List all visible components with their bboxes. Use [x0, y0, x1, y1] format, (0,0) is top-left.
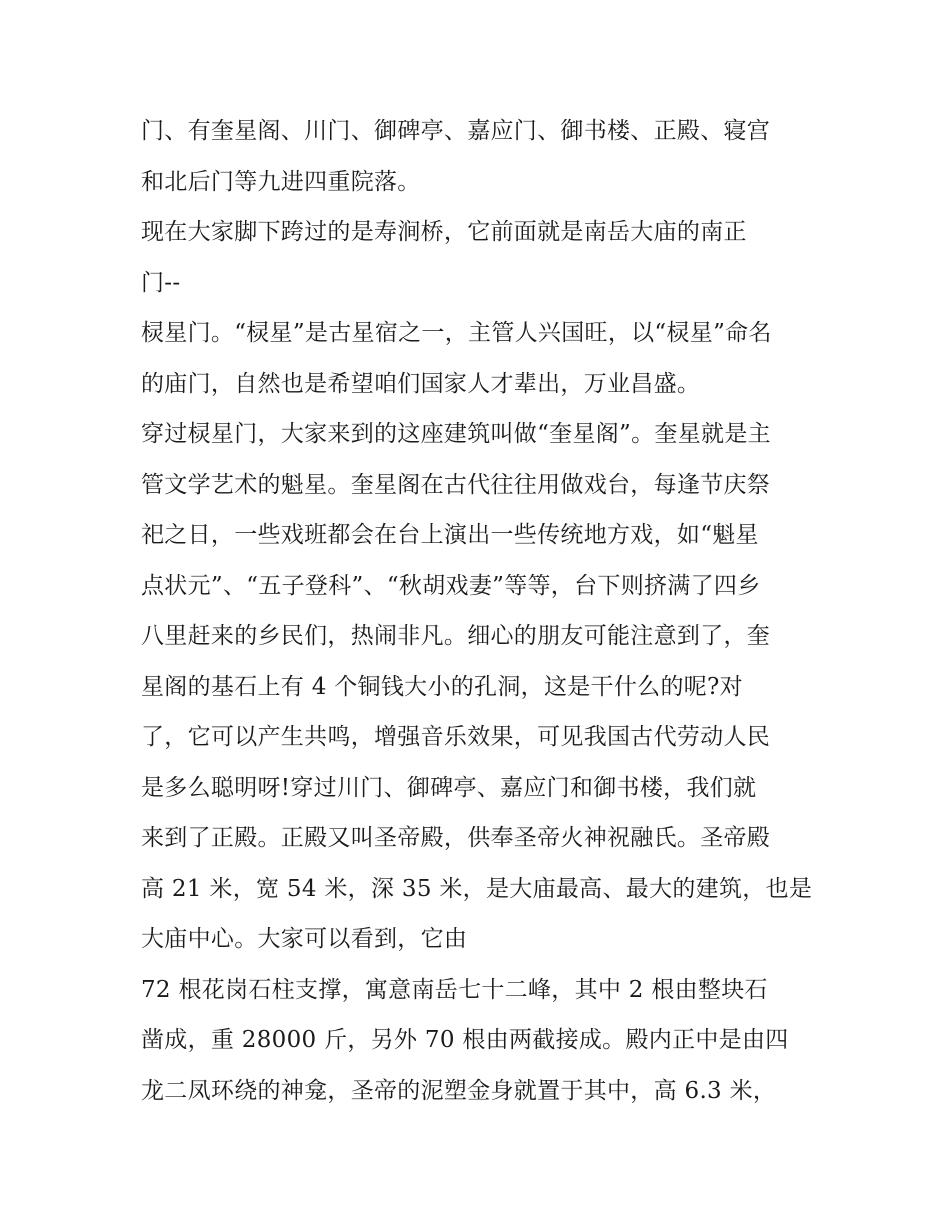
text-line: 大庙中心。大家可以看到，它由 [141, 926, 468, 952]
text-line: 高 21 米，宽 54 米，深 35 米，是大庙最高、最大的建筑，也是 [141, 875, 813, 902]
text-line: 来到了正殿。正殿又叫圣帝殿，供奉圣帝火神祝融氏。圣帝殿 [141, 825, 771, 851]
text-line: 现在大家脚下跨过的是寿涧桥，它前面就是南岳大庙的南正 [141, 219, 747, 245]
text-line: 点状元”、“五子登科”、“秋胡戏妻”等等，台下则挤满了四乡 [141, 572, 761, 599]
text-line: 是多么聪明呀!穿过川门、御碑亭、嘉应门和御书楼，我们就 [141, 774, 757, 801]
text-line: 的庙门，自然也是希望咱们国家人才辈出，万业昌盛。 [141, 370, 701, 397]
text-body [141, 106, 821, 1116]
text-line: 八里赶来的乡民们，热闹非凡。细心的朋友可能注意到了，奎 [141, 623, 771, 649]
text-line: 凿成，重 28000 斤，另外 70 根由两截接成。殿内正中是由四 [141, 1027, 789, 1053]
text-line: 了，它可以产生共鸣，增强音乐效果，可见我国古代劳动人民 [141, 724, 771, 750]
text-line: 棂星门。“棂星”是古星宿之一，主管人兴国旺，以“棂星”命名 [141, 320, 772, 346]
text-line: 龙二凤环绕的神龛，圣帝的泥塑金身就置于其中，高 6.3 米， [141, 1077, 777, 1104]
text-line: 祀之日，一些戏班都会在台上演出一些传统地方戏，如“魁星 [141, 522, 759, 548]
text-line: 穿过棂星门，大家来到的这座建筑叫做“奎星阁”。奎星就是主 [141, 421, 771, 447]
text-line: 管文学艺术的魁星。奎星阁在古代往往用做戏台，每逢节庆祭 [141, 471, 771, 498]
text-line: 72 根花岗石柱支撑，寓意南岳七十二峰，其中 2 根由整块石 [141, 976, 768, 1003]
text-line: 星阁的基石上有 4 个铜钱大小的孔洞，这是干什么的呢?对 [141, 673, 743, 700]
text-line: 门-- [141, 269, 181, 296]
text-line: 和北后门等九进四重院落。 [141, 168, 421, 195]
text-line: 门、有奎星阁、川门、御碑亭、嘉应门、御书楼、正殿、寝宫 [141, 118, 771, 144]
